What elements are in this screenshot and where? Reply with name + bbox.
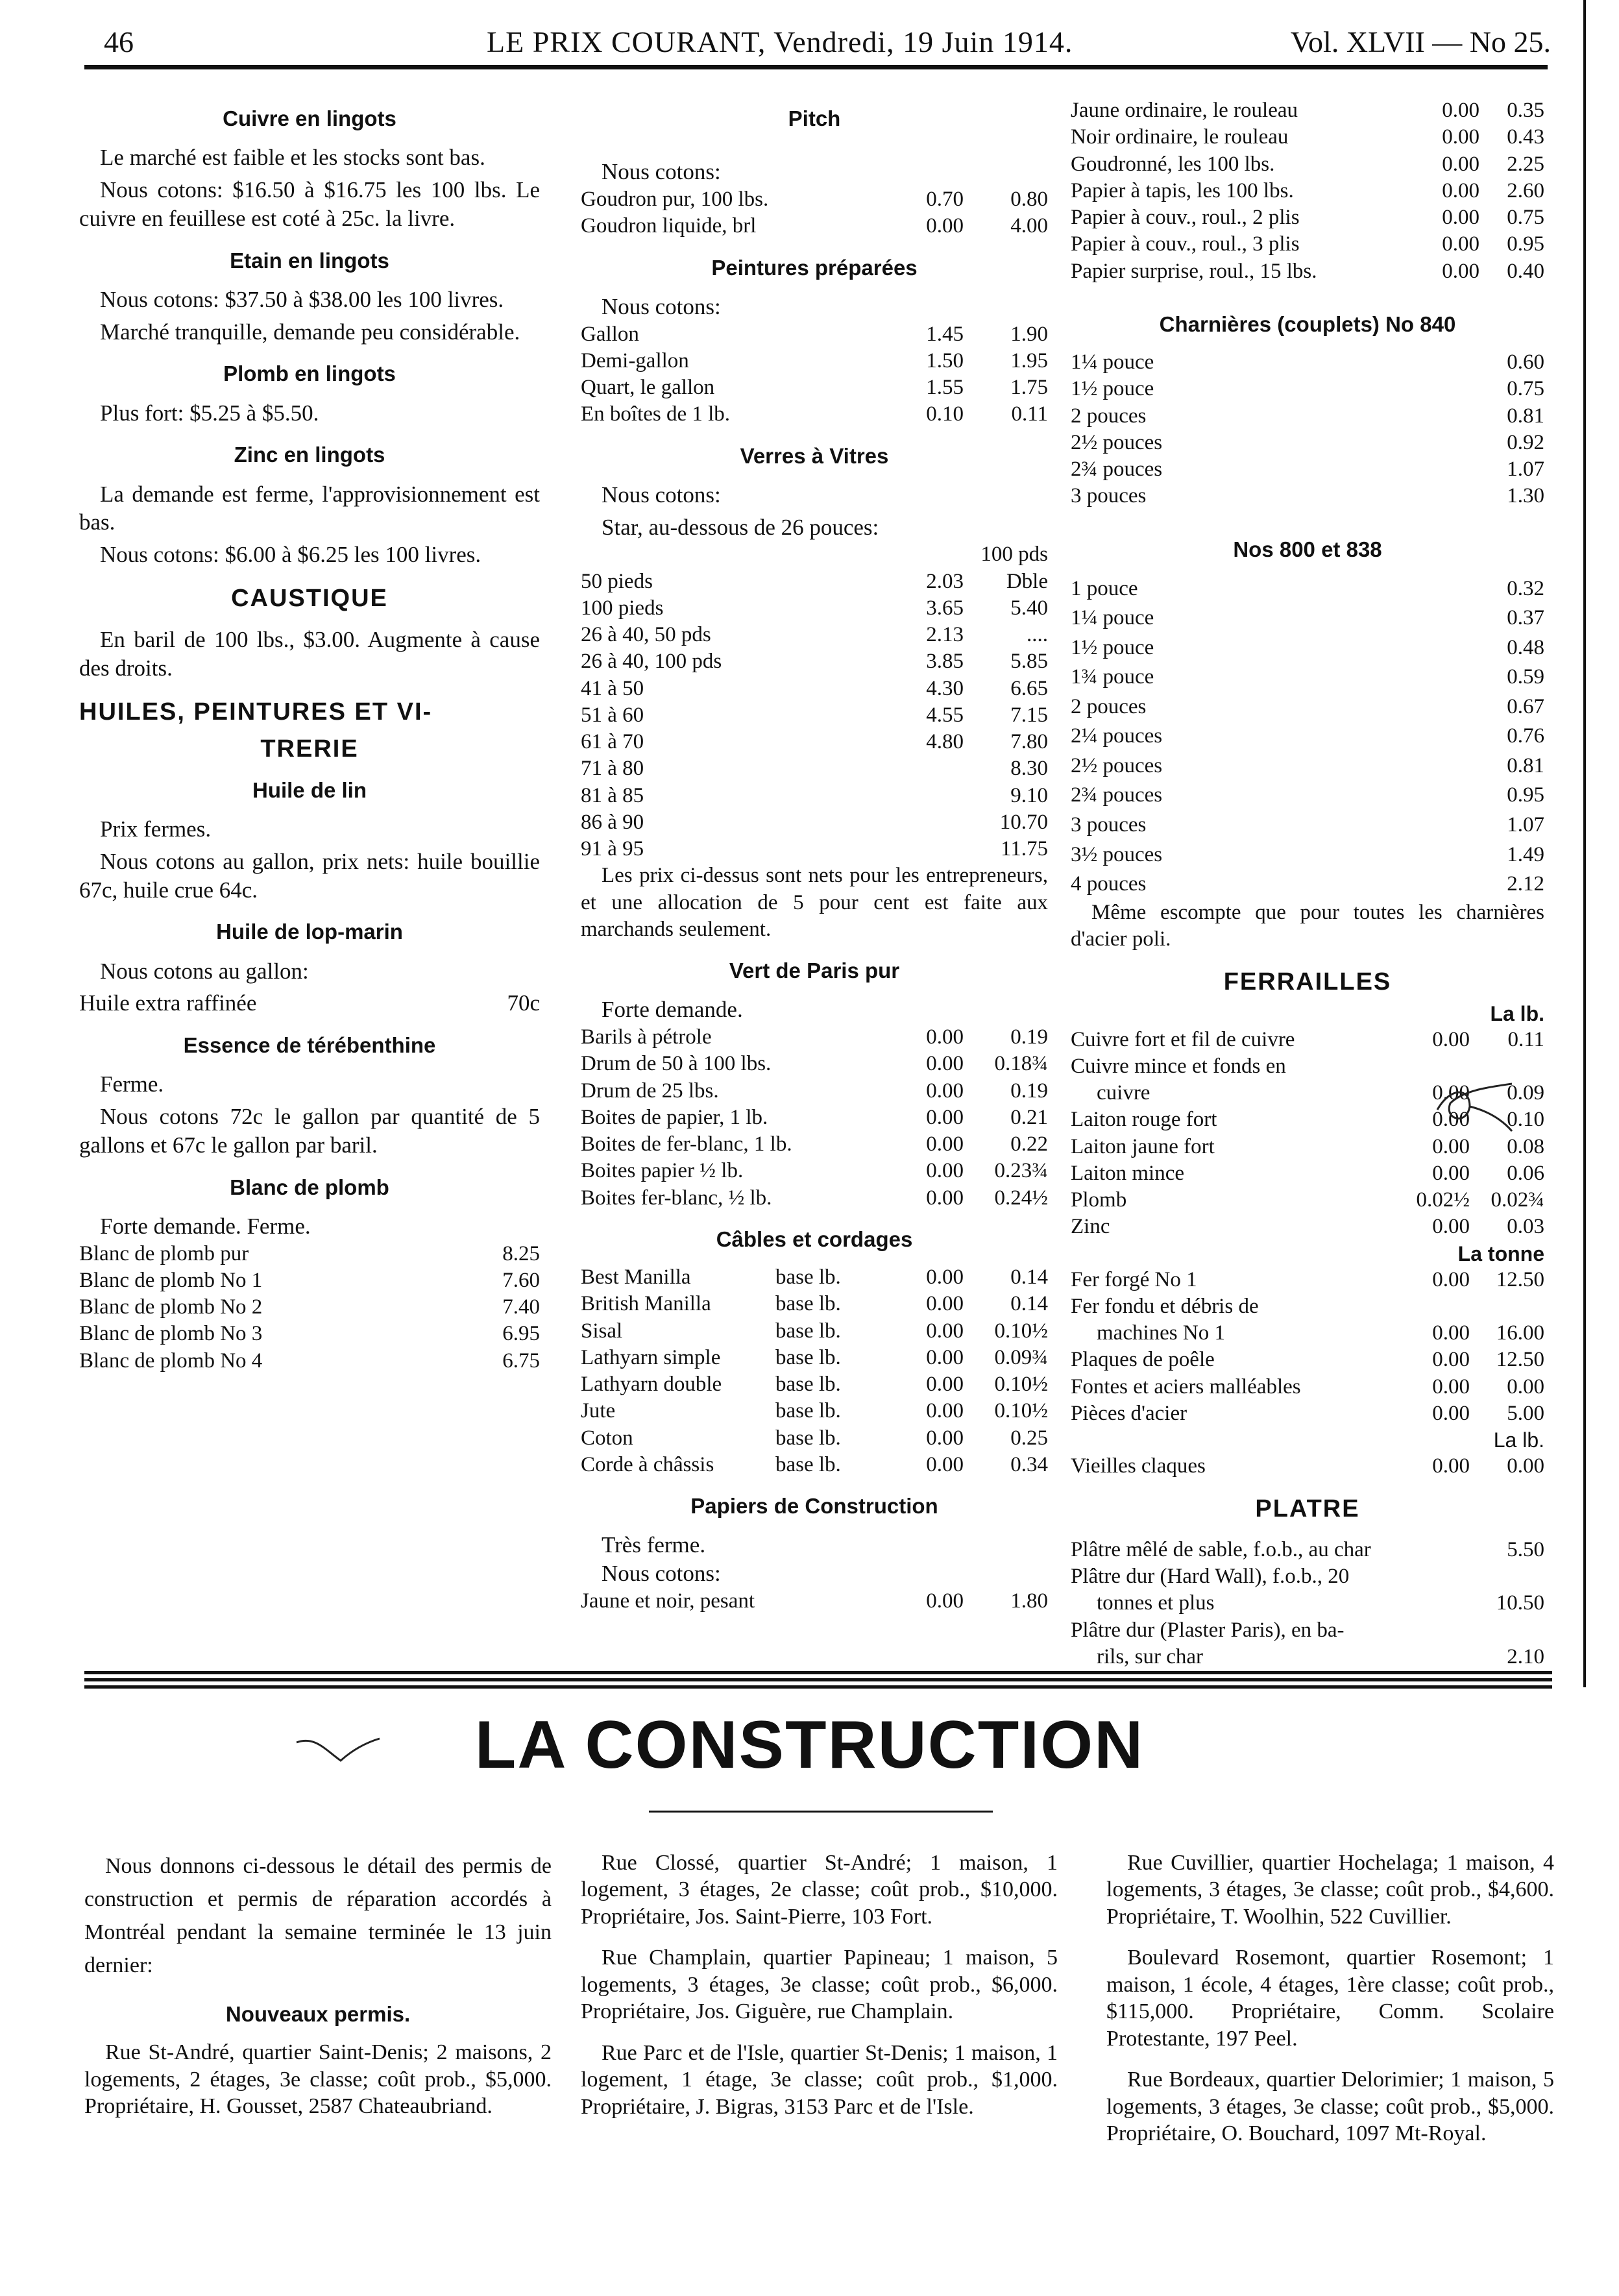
permit-entry: Boulevard Rosemont, quartier Rosemont; 1 maison, 1 école, 4 étages, 1ère classe; coût prob., $115,000. Propriétaire, Comm. Scolaire Protestante, 197 Peel. (1106, 1946, 1554, 2051)
price-row: Jute base lb. 0.00 0.10½ (581, 1399, 1048, 1423)
price-row: 100 pieds 3.65 5.40 (581, 596, 1048, 620)
price-row: 71 à 80 8.30 (581, 757, 1048, 781)
price-row: 86 à 90 10.70 (581, 810, 1048, 834)
section-heading: Etain en lingots (230, 248, 389, 273)
price-row: Blanc de plomb No 1 7.60 (79, 1268, 540, 1292)
column-1 (79, 91, 540, 1374)
paragraph: Nous cotons: $37.50 à $38.00 les 100 livres. (100, 286, 504, 312)
price-row: Plomb 0.02½ 0.02¾ (1071, 1188, 1544, 1212)
paragraph: Nous cotons: (602, 1561, 721, 1586)
paragraph: Nous cotons: $16.50 à $16.75 les 100 lbs. Le cuivre en feuillese est coté à 25c. la livre. (79, 177, 540, 231)
page-header (84, 19, 1551, 61)
price-row: 1 pouce 0.32 (1071, 576, 1544, 600)
section-heading: Plomb en lingots (223, 361, 396, 386)
permit-entry: Rue St-André, quartier Saint-Denis; 2 maisons, 2 logements, 2 étages, 3e classe; coût prob., $5,000. Propriétaire, H. Gousset, 2587 Chateaubriand. (84, 2040, 552, 2119)
section-heading: TRERIE (260, 735, 359, 763)
paragraph: Nous donnons ci-dessous le détail des permis de construction et permis de réparation accordés à Montréal pendant la semaine terminée le 13 juin dernier: (84, 1854, 552, 1977)
price-row: tonnes et plus 10.50 (1097, 1591, 1544, 1615)
price-row: Plaques de poêle 0.00 12.50 (1071, 1348, 1544, 1372)
price-row: 1½ pouce 0.75 (1071, 377, 1544, 401)
paragraph: Les prix ci-dessus sont nets pour les entrepreneurs, et une allocation de 5 pour cent est faite aux marchands seulement. (581, 864, 1048, 941)
price-row: Plâtre dur (Plaster Paris), en ba- (1071, 1618, 1345, 1642)
permit-entry: Rue Parc et de l'Isle, quartier St-Denis; 1 maison, 1 logement, 1 étage, 3e classe; coût prob., $1,000. Propriétaire, J. Bigras, 3153 Parc et de l'Isle. (581, 2040, 1058, 2119)
price-row: Plâtre dur (Hard Wall), f.o.b., 20 (1071, 1565, 1350, 1589)
price-row: Blanc de plomb No 4 6.75 (79, 1349, 540, 1373)
price-row: Fontes et aciers malléables 0.00 0.00 (1071, 1374, 1544, 1398)
column-header-row: 100 pds (980, 543, 1048, 567)
price-row: Blanc de plomb pur 8.25 (79, 1241, 540, 1265)
price-row: 50 pieds 2.03 Dble (581, 569, 1048, 593)
price-row: 1¼ pouce 0.37 (1071, 606, 1544, 630)
price-row: rils, sur char 2.10 (1097, 1644, 1544, 1668)
section-heading: Câbles et cordages (716, 1227, 913, 1251)
section-heading: Blanc de plomb (230, 1175, 389, 1199)
pen-scribble-icon (1431, 1081, 1515, 1132)
price-row: 61 à 70 4.80 7.80 (581, 730, 1048, 753)
price-row: 2¼ pouces 0.76 (1071, 724, 1544, 748)
publication-title: LE PRIX COURANT, Vendredi, 19 Juin 1914. (487, 25, 1073, 58)
price-row: 41 à 50 4.30 6.65 (581, 676, 1048, 700)
price-row: Papier à tapis, les 100 lbs. 0.00 2.60 (1071, 178, 1544, 202)
section-heading: HUILES, PEINTURES ET VI- (79, 698, 433, 726)
column-2 (581, 91, 1048, 1615)
permit-entry: Rue Bordeaux, quartier Delorimier; 1 maison, 5 logements, 3 étages, 3e classe; coût prob., $5,000. Propriétaire, O. Bouchard, 1097 Mt-Royal. (1106, 2068, 1554, 2146)
paragraph: Prix fermes. (100, 816, 212, 842)
price-row: 26 à 40, 50 pds 2.13 .... (581, 623, 1048, 646)
section-heading: Huile de lin (252, 777, 367, 802)
price-row: 51 à 60 4.55 7.15 (581, 703, 1048, 727)
paragraph: Nous cotons au gallon, prix nets: huile bouillie 67c, huile crue 64c. (79, 848, 540, 903)
price-row: Goudron liquide, brl 0.00 4.00 (581, 214, 1048, 238)
section-heading: Papiers de Construction (690, 1494, 938, 1518)
subheading: Nouveaux permis. (225, 2002, 411, 2026)
price-row: Papier à couv., roul., 2 plis 0.00 0.75 (1071, 206, 1544, 229)
right-edge-line (1583, 0, 1586, 1687)
section-heading: Peintures préparées (711, 255, 918, 280)
section-title: LA CONSTRUCTION (474, 1707, 1145, 1783)
section-divider-bottom (84, 1685, 1552, 1689)
price-row: Coton base lb. 0.00 0.25 (581, 1426, 1048, 1450)
paragraph: Nous cotons: (602, 293, 721, 319)
title-underline (649, 1811, 993, 1813)
price-row: 2¾ pouces 1.07 (1071, 458, 1544, 481)
price-row: Goudronné, les 100 lbs. 0.00 2.25 (1071, 152, 1544, 176)
price-row: Jaune ordinaire, le rouleau 0.00 0.35 (1071, 99, 1544, 122)
paragraph: Forte demande. Ferme. (100, 1213, 311, 1239)
price-row: 26 à 40, 100 pds 3.85 5.85 (581, 650, 1048, 674)
price-row: Blanc de plomb No 3 6.95 (79, 1322, 540, 1346)
unit-label: La lb. (1493, 1428, 1544, 1452)
price-row: Best Manilla base lb. 0.00 0.14 (581, 1265, 1048, 1289)
paragraph: La demande est ferme, l'approvisionnement est bas. (79, 481, 540, 535)
section-heading: Essence de térébenthine (183, 1033, 436, 1057)
price-row: Quart, le gallon 1.55 1.75 (581, 376, 1048, 399)
price-row: Blanc de plomb No 2 7.40 (79, 1295, 540, 1319)
price-row: Boites de papier, 1 lb. 0.00 0.21 (581, 1105, 1048, 1129)
price-row: Goudron pur, 100 lbs. 0.70 0.80 (581, 188, 1048, 211)
volume-number: Vol. XLVII — No 25. (1290, 25, 1551, 58)
section-heading: CAUSTIQUE (231, 584, 388, 612)
paragraph: Nous cotons au gallon: (100, 958, 309, 984)
unit-label: La lb. (1490, 1001, 1544, 1025)
price-row: Drum de 50 à 100 lbs. 0.00 0.18¾ (581, 1052, 1048, 1076)
paragraph: Nous cotons 72c le gallon par quantité de 5 gallons et 67c le gallon par baril. (79, 1104, 540, 1158)
price-row: Drum de 25 lbs. 0.00 0.19 (581, 1079, 1048, 1103)
price-row: Boites fer-blanc, ½ lb. 0.00 0.24½ (581, 1186, 1048, 1210)
paragraph: En baril de 100 lbs., $3.00. Augmente à cause des droits. (79, 627, 540, 681)
section-divider-mid (84, 1678, 1552, 1681)
price-row: Papier surprise, roul., 15 lbs. 0.00 0.40 (1071, 259, 1544, 283)
price-row: 2 pouces 0.81 (1071, 404, 1544, 428)
paragraph: Forte demande. (602, 997, 743, 1023)
price-row: Boites papier ½ lb. 0.00 0.23¾ (581, 1159, 1048, 1183)
paragraph: Nous cotons: (602, 159, 721, 185)
paragraph: Star, au-dessous de 26 pouces: (602, 514, 879, 540)
header-rule (84, 65, 1548, 69)
paragraph: Le marché est faible et les stocks sont bas. (100, 145, 485, 171)
section-heading: Verres à Vitres (740, 443, 889, 468)
permit-entry: Rue Cuvillier, quartier Hochelaga; 1 maison, 4 logements, 3 étages, 3e classe; coût prob., $4,600. Propriétaire, T. Woolhin, 522 Cuvillier. (1106, 1851, 1554, 1929)
paragraph: Marché tranquille, demande peu considérable. (100, 319, 520, 345)
price-row: British Manilla base lb. 0.00 0.14 (581, 1292, 1048, 1316)
price-row: 3 pouces 1.30 (1071, 484, 1544, 508)
price-row: Plâtre mêlé de sable, f.o.b., au char 5.50 (1071, 1537, 1544, 1561)
price-row: 81 à 85 9.10 (581, 783, 1048, 807)
price-row: Noir ordinaire, le rouleau 0.00 0.43 (1071, 125, 1544, 149)
price-row: Demi-gallon 1.50 1.95 (581, 348, 1048, 372)
paragraph: Même escompte que pour toutes les charnières d'acier poli. (1071, 900, 1544, 951)
section-heading: Vert de Paris pur (729, 959, 900, 983)
price-row: 3½ pouces 1.49 (1071, 842, 1544, 866)
paragraph: Plus fort: $5.25 à $5.50. (100, 400, 319, 426)
price-row: machines No 1 0.00 16.00 (1097, 1321, 1544, 1345)
price-row: 91 à 95 11.75 (581, 837, 1048, 861)
price-row: Cuivre fort et fil de cuivre 0.00 0.11 (1071, 1027, 1544, 1051)
construction-column-1 (84, 1850, 552, 2134)
price-row: Boites de fer-blanc, 1 lb. 0.00 0.22 (581, 1132, 1048, 1156)
price-row: Lathyarn double base lb. 0.00 0.10½ (581, 1373, 1048, 1396)
price-row: 3 pouces 1.07 (1071, 813, 1544, 837)
price-row: Fer fondu et débris de (1071, 1294, 1259, 1318)
permit-entry: Rue Clossé, quartier St-André; 1 maison, 1 logement, 3 étages, 2e classe; coût prob., $10,000. Propriétaire, Jos. Saint-Pierre, 103 Fort. (581, 1851, 1058, 1929)
price-row: Zinc 0.00 0.03 (1071, 1215, 1544, 1239)
section-heading: Pitch (788, 106, 841, 130)
section-heading: Zinc en lingots (234, 443, 385, 467)
price-row: Laiton mince 0.00 0.06 (1071, 1161, 1544, 1185)
section-heading: Cuivre en lingots (223, 106, 396, 130)
page-number: 46 (104, 25, 134, 58)
price-row: Jaune et noir, pesant 0.00 1.80 (581, 1589, 1048, 1613)
paragraph: Très ferme. (602, 1532, 706, 1558)
section-heading: FERRAILLES (1223, 968, 1392, 996)
price-row: Laiton rouge fort 0.00 0.10 (1071, 1108, 1544, 1132)
price-row: En boîtes de 1 lb. 0.10 0.11 (581, 402, 1048, 426)
price-row: Laiton jaune fort 0.00 0.08 (1071, 1134, 1544, 1158)
section-heading: Nos 800 et 838 (1233, 537, 1382, 561)
price-row: 1½ pouce 0.48 (1071, 635, 1544, 659)
unit-label: La tonne (1457, 1241, 1544, 1265)
price-row: Papier à couv., roul., 3 plis 0.00 0.95 (1071, 232, 1544, 256)
price-row: Fer forgé No 1 0.00 12.50 (1071, 1267, 1544, 1291)
price-row: 2½ pouces 0.92 (1071, 430, 1544, 454)
section-heading: Charnières (couplets) No 840 (1159, 311, 1456, 336)
construction-column-3 (1106, 1850, 1554, 2162)
price-row: 2¾ pouces 0.95 (1071, 783, 1544, 807)
price-row: 1¾ pouce 0.59 (1071, 665, 1544, 689)
price-row: Barils à pétrole 0.00 0.19 (581, 1025, 1048, 1049)
price-row: 2 pouces 0.67 (1071, 694, 1544, 718)
column-3 (1071, 97, 1544, 1670)
section-heading: Huile de lop-marin (216, 920, 403, 944)
price-row: 1¼ pouce 0.60 (1071, 350, 1544, 374)
paragraph: Nous cotons: (602, 482, 721, 507)
construction-column-2 (581, 1850, 1058, 2134)
price-row: Vieilles claques 0.00 0.00 (1071, 1454, 1544, 1478)
price-row: cuivre 0.00 0.09 (1097, 1081, 1544, 1105)
paragraph: Ferme. (100, 1071, 164, 1097)
price-row: Pièces d'acier 0.00 5.00 (1071, 1401, 1544, 1425)
price-row: Gallon 1.45 1.90 (581, 322, 1048, 346)
price-row: Huile extra raffinée 70c (79, 990, 540, 1016)
price-row: 4 pouces 2.12 (1071, 872, 1544, 896)
section-divider-top (84, 1671, 1552, 1674)
section-heading: PLATRE (1255, 1495, 1360, 1523)
price-row: Cuivre mince et fonds en (1071, 1054, 1286, 1078)
price-row: 2½ pouces 0.81 (1071, 753, 1544, 777)
price-row: Corde à châssis base lb. 0.00 0.34 (581, 1452, 1048, 1476)
price-row: Sisal base lb. 0.00 0.10½ (581, 1319, 1048, 1343)
price-row: Lathyarn simple base lb. 0.00 0.09¾ (581, 1345, 1048, 1369)
paragraph: Nous cotons: $6.00 à $6.25 les 100 livres. (100, 542, 481, 567)
permit-entry: Rue Champlain, quartier Papineau; 1 maison, 5 logements, 3 étages, 3e classe; coût prob., $6,000. Propriétaire, Jos. Giguère, rue Champlain. (581, 1946, 1058, 2024)
